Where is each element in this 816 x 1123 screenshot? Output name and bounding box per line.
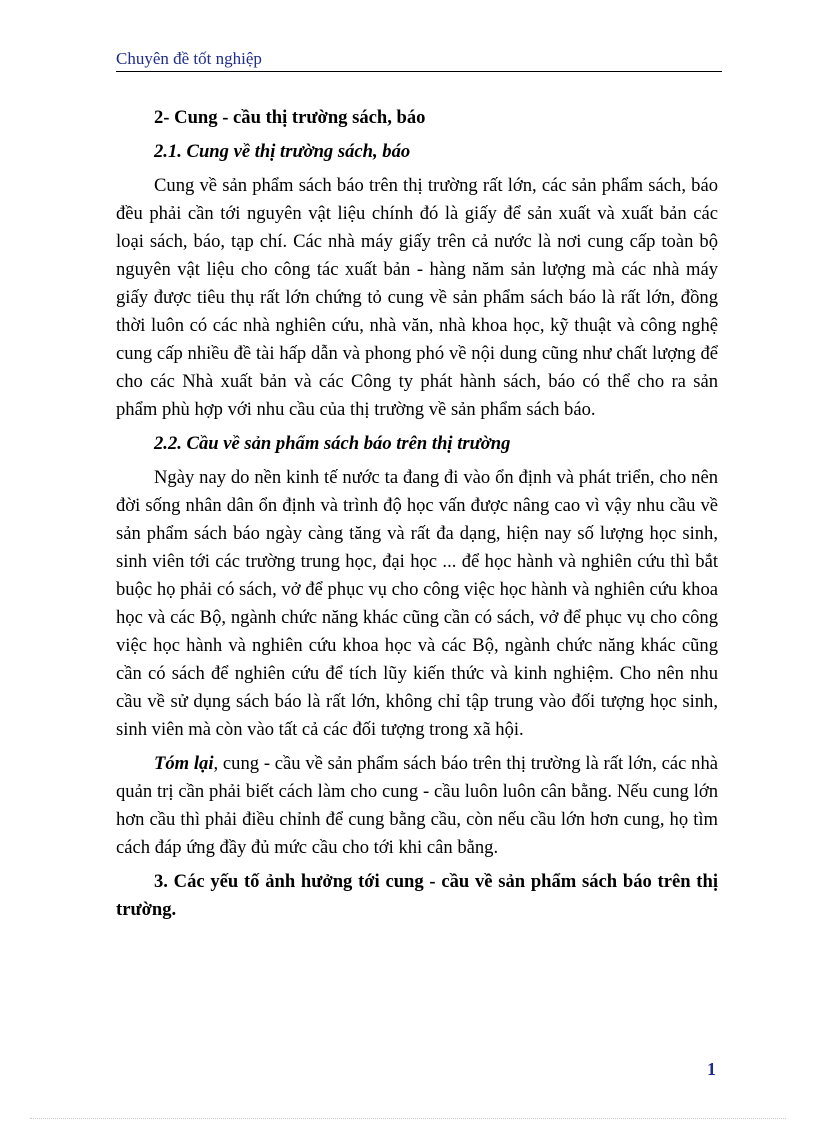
- running-header: Chuyên đề tốt nghiệp: [116, 48, 722, 72]
- page-number: 1: [707, 1059, 716, 1079]
- section-2-heading: 2- Cung - cầu thị trường sách, báo: [154, 107, 426, 128]
- page-bottom-divider: [30, 1118, 786, 1119]
- section-2-2-paragraph: Ngày nay do nền kinh tế nước ta đang đi vào ổn định và phát triển, cho nên đời sống nhân dân ổn định và trình độ học vấn được nâng cao vì vậy nhu cầu về sản phẩm sách báo ngày càng tăng và rất đa dạng, hiện nay số lượng học sinh, sinh viên tới các trường trung học, đại học ... để học hành và nghiên cứu thì bắt buộc họ phải có sách, vở để phục vụ cho công việc học hành và nghiên cứu khoa học và các Bộ, ngành chức năng khác cũng cần có sách, vở để phục vụ cho công việc học hành và nghiên cứu khoa học và các Bộ, ngành chức năng khác cũng cần có sách để nghiên cứu để tích lũy kiến thức và kinh nghiệm. Cho nên nhu cầu về sử dụng sách báo là rất lớn, không chỉ tập trung vào đối tượng học sinh, sinh viên mà còn vào tất cả các đối tượng trong xã hội.: [116, 467, 718, 740]
- section-2-2-heading: 2.2. Cầu về sản phẩm sách báo trên thị trường: [154, 433, 511, 454]
- section-2-1-heading: 2.1. Cung về thị trường sách, báo: [154, 141, 411, 162]
- section-3-heading: 3. Các yếu tố ảnh hưởng tới cung - cầu về sản phẩm sách báo trên thị trường.: [116, 871, 718, 920]
- page-body: [116, 104, 718, 930]
- summary-text: , cung - cầu về sản phẩm sách báo trên thị trường là rất lớn, các nhà quản trị cần phải biết cách làm cho cung - cầu luôn luôn cân bằng. Nếu cung lớn hơn cầu thì phải điều chỉnh để cung bằng cầu, còn nếu cầu lớn hơn cung, họ tìm cách đáp ứng đầy đủ mức cầu cho tới khi cân bằng.: [116, 753, 718, 858]
- summary-lead: Tóm lại: [154, 753, 214, 774]
- summary-paragraph: [116, 750, 718, 862]
- section-2-1-paragraph: Cung về sản phẩm sách báo trên thị trường rất lớn, các sản phẩm sách, báo đều phải cần tới nguyên vật liệu chính đó là giấy để sản xuất và xuất bản các loại sách, báo, tạp chí. Các nhà máy giấy trên cả nước là nơi cung cấp toàn bộ nguyên vật liệu cho công tác xuất bản - hàng năm sản lượng mà các nhà máy giấy được tiêu thụ rất lớn chứng tỏ cung về sản phẩm sách báo là rất lớn, đồng thời luôn có các nhà nghiên cứu, nhà văn, nhà khoa học, kỹ thuật và công nghệ cung cấp nhiều đề tài hấp dẫn và phong phó về nội dung cũng như chất lượng để cho các Nhà xuất bản và các Công ty phát hành sách, báo có thể cho ra sản phẩm phù hợp với nhu cầu của thị trường về sản phẩm sách báo.: [116, 175, 718, 420]
